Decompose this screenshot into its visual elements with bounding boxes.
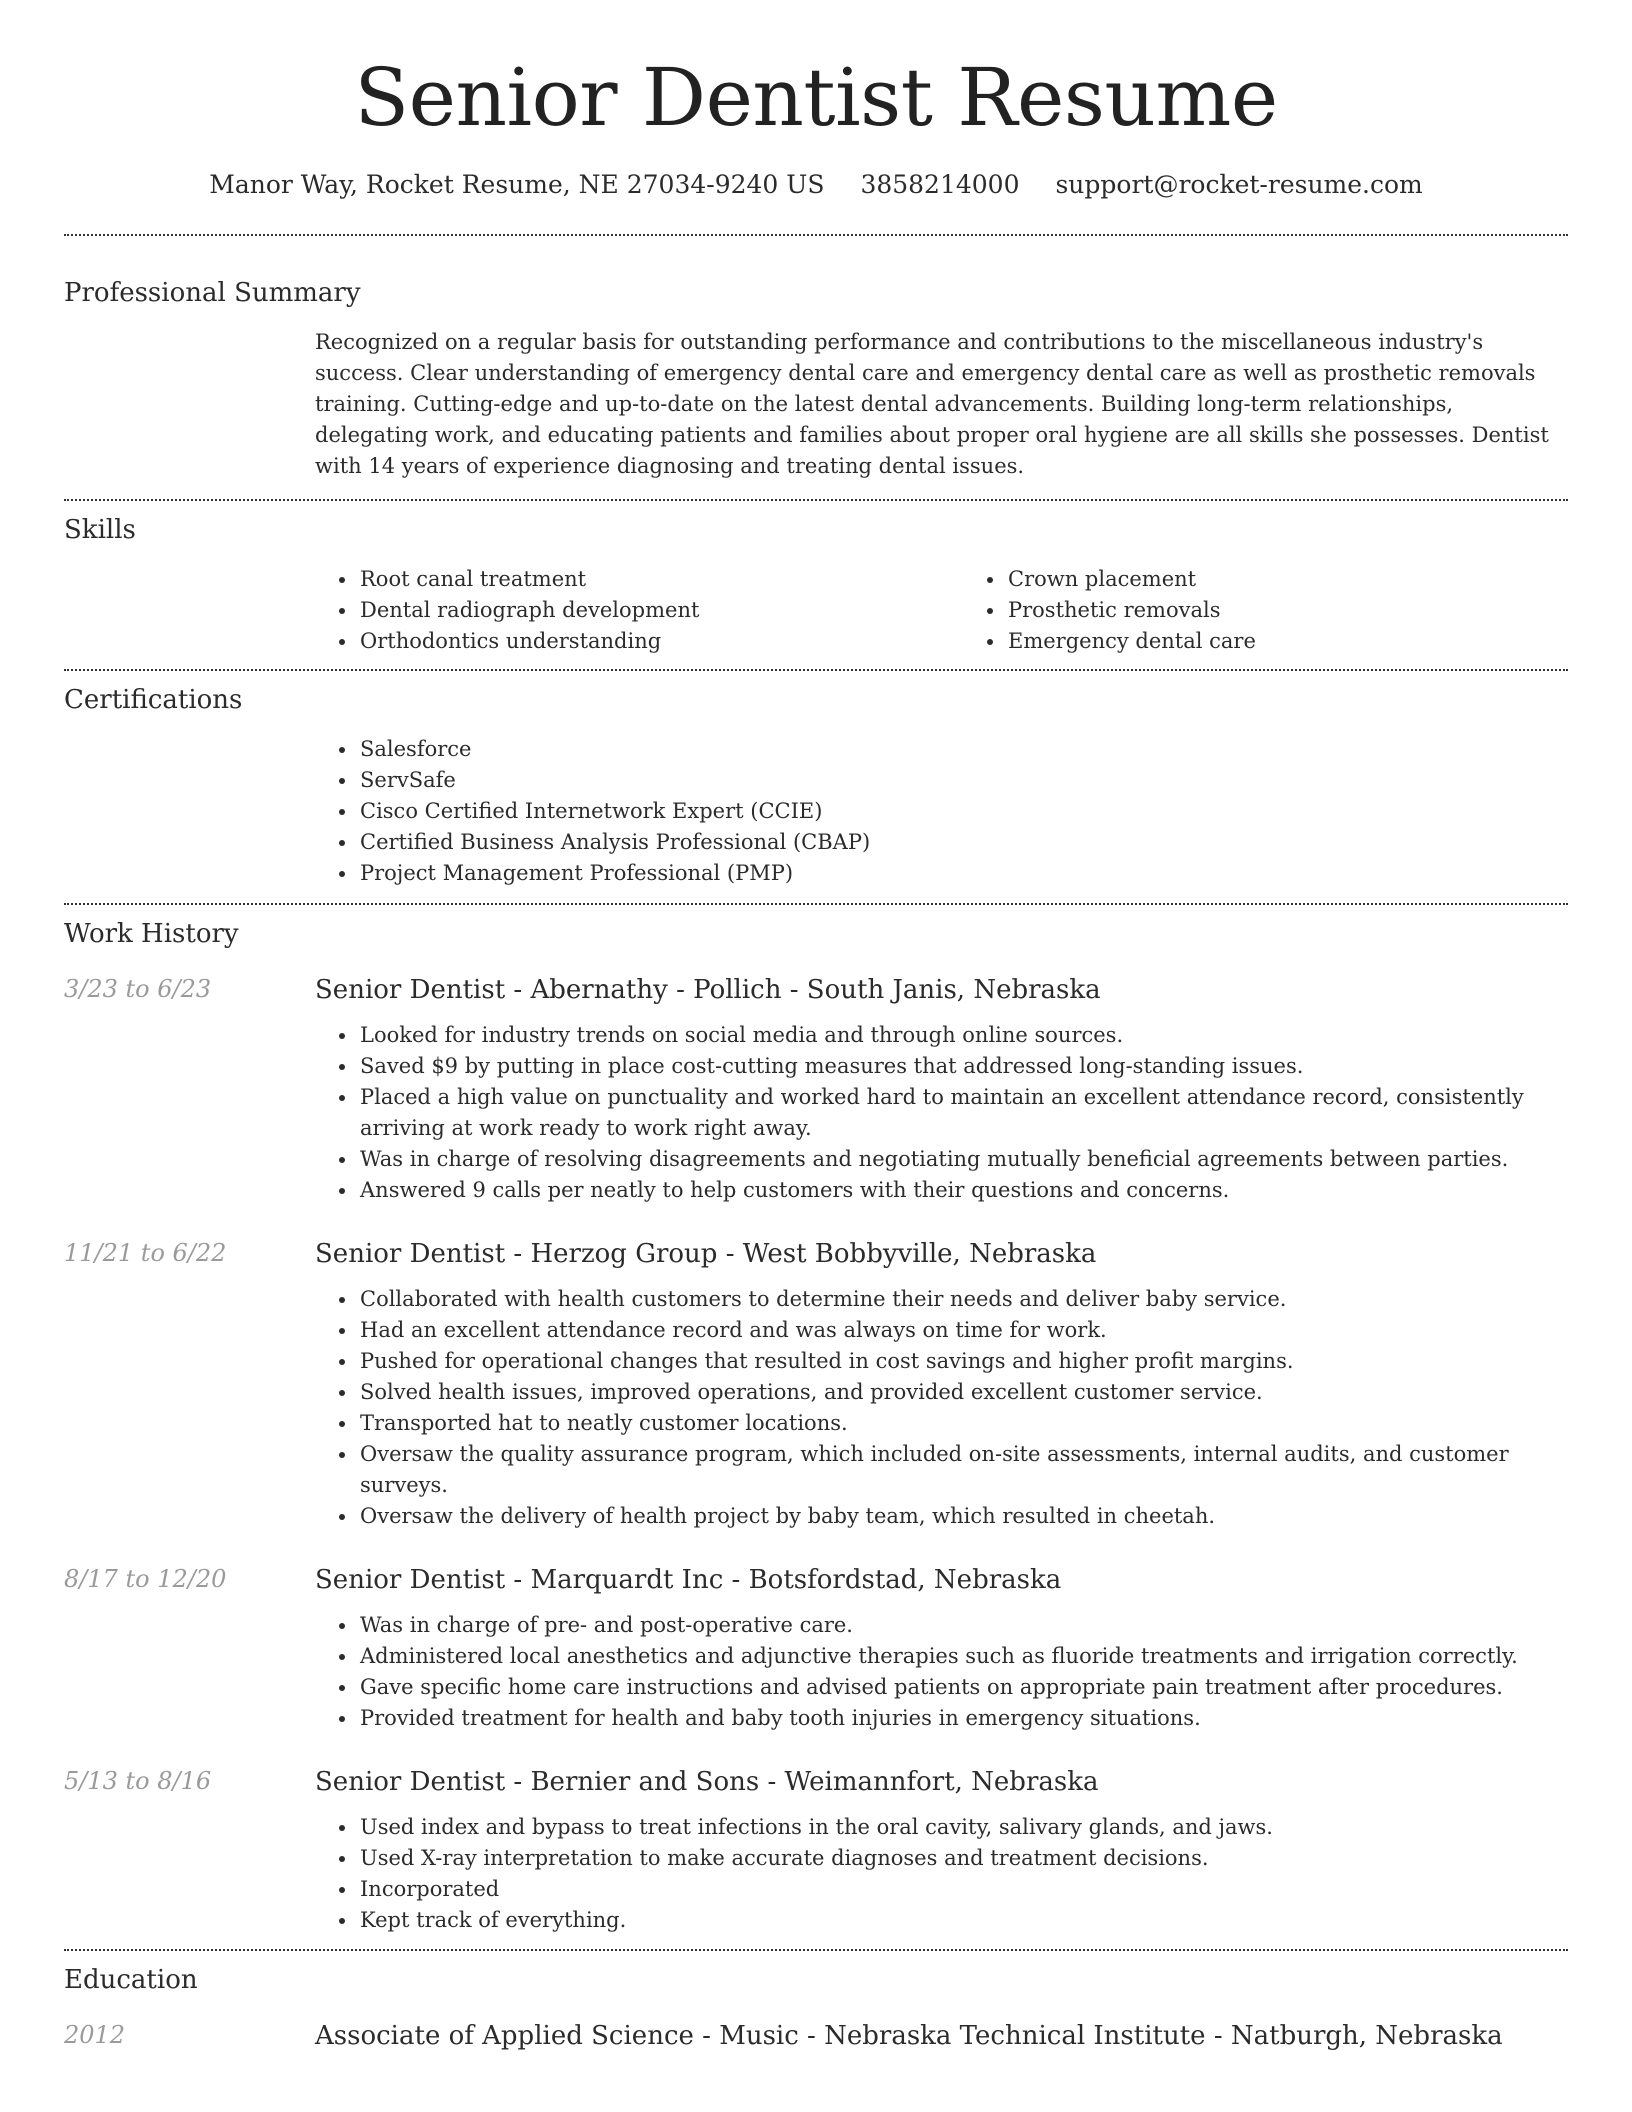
job-entry (64, 1239, 1568, 1532)
job-entry (64, 1565, 1568, 1734)
job-bullet: • Solved health issues, improved operations, and provided excellent customer service. (358, 1377, 1568, 1408)
job-bullet: • Used X-ray interpretation to make accurate diagnoses and treatment decisions. (358, 1843, 1568, 1874)
job-dates: 3/23 to 6/23 (64, 975, 212, 1003)
job-bullet: • Was in charge of resolving disagreements and negotiating mutually beneficial agreements between parties. (358, 1144, 1568, 1175)
divider (64, 903, 1568, 905)
contact-line (64, 170, 1568, 199)
job-bullet: • Transported hat to neatly customer locations. (358, 1408, 1568, 1439)
job-dates: 5/13 to 8/16 (64, 1767, 212, 1795)
certification-item: • Cisco Certified Internetwork Expert (CCIE) (358, 796, 1568, 827)
certification-item: • Project Management Professional (PMP) (358, 858, 1568, 889)
summary-text: Recognized on a regular basis for outstanding performance and contributions to the miscellaneous industry's success. Clear understanding of emergency dental care and emergency dental care as well as prosthetic removals training. Cutting-edge and up-to-date on the latest dental advancements. Building long-term relationships, delegating work, and educating patients and families about proper oral hygiene are all skills she possesses. Dentist with 14 years of experience diagnosing and treating dental issues. (315, 330, 1549, 478)
summary-section (64, 278, 1568, 482)
divider (64, 499, 1568, 501)
education-title: Associate of Applied Science - Music - Nebraska Technical Institute - Natburgh, Nebraska (315, 2021, 1503, 2051)
education-heading: Education (64, 1965, 198, 1995)
skills-section (64, 515, 1568, 657)
skills-list (315, 564, 1568, 657)
job-bullets (315, 1284, 1568, 1532)
job-bullet: • Collaborated with health customers to determine their needs and deliver baby service. (358, 1284, 1568, 1315)
skill-item: • Prosthetic removals (1006, 595, 1568, 626)
job-bullets (315, 1812, 1568, 1936)
job-bullet: • Gave specific home care instructions and advised patients on appropriate pain treatment after procedures. (358, 1672, 1568, 1703)
job-bullet: • Saved $9 by putting in place cost-cutting measures that addressed long-standing issues. (358, 1051, 1568, 1082)
job-bullet: • Had an excellent attendance record and was always on time for work. (358, 1315, 1568, 1346)
job-bullet: • Pushed for operational changes that resulted in cost savings and higher profit margins. (358, 1346, 1568, 1377)
job-title: Senior Dentist - Marquardt Inc - Botsfordstad, Nebraska (315, 1565, 1062, 1595)
education-section (64, 1965, 1568, 2051)
job-bullet: • Looked for industry trends on social media and through online sources. (358, 1020, 1568, 1051)
divider (64, 1949, 1568, 1951)
page-title: Senior Dentist Resume (354, 51, 1278, 144)
education-entry (64, 2021, 1568, 2051)
contact-phone: 3858214000 (860, 170, 1020, 199)
skills-heading: Skills (64, 515, 136, 545)
job-entry (64, 1767, 1568, 1936)
job-entry (64, 975, 1568, 1206)
job-bullet: • Placed a high value on punctuality and worked hard to maintain an excellent attendance record, consistently arriving at work ready to work right away. (358, 1082, 1568, 1144)
resume-page (64, 0, 1568, 2051)
certification-item: • ServSafe (358, 765, 1568, 796)
skill-item: • Root canal treatment (358, 564, 920, 595)
job-bullet: • Oversaw the delivery of health project by baby team, which resulted in cheetah. (358, 1501, 1568, 1532)
divider (64, 234, 1568, 236)
job-title: Senior Dentist - Herzog Group - West Bobbyville, Nebraska (315, 1239, 1097, 1269)
job-dates: 8/17 to 12/20 (64, 1565, 227, 1593)
divider (64, 669, 1568, 671)
skills-column-right (963, 564, 1568, 657)
work-section (64, 919, 1568, 1936)
job-bullets (315, 1020, 1568, 1206)
skills-column-left (315, 564, 920, 657)
certifications-section (64, 685, 1568, 889)
job-dates: 11/21 to 6/22 (64, 1239, 227, 1267)
job-bullet: • Answered 9 calls per neatly to help customers with their questions and concerns. (358, 1175, 1568, 1206)
work-heading: Work History (64, 919, 239, 949)
contact-email: support@rocket-resume.com (1055, 170, 1423, 199)
summary-heading: Professional Summary (64, 278, 361, 308)
certification-item: • Salesforce (358, 734, 1568, 765)
certifications-heading: Certifications (64, 685, 243, 715)
skill-item: • Orthodontics understanding (358, 626, 920, 657)
job-title: Senior Dentist - Abernathy - Pollich - South Janis, Nebraska (315, 975, 1101, 1005)
job-bullet: • Kept track of everything. (358, 1905, 1568, 1936)
job-bullet: • Provided treatment for health and baby tooth injuries in emergency situations. (358, 1703, 1568, 1734)
job-bullet: • Used index and bypass to treat infections in the oral cavity, salivary glands, and jaws. (358, 1812, 1568, 1843)
contact-address: Manor Way, Rocket Resume, NE 27034-9240 US (209, 170, 825, 199)
job-bullet: • Was in charge of pre- and post-operative care. (358, 1610, 1568, 1641)
skill-item: • Crown placement (1006, 564, 1568, 595)
certifications-list (315, 734, 1568, 889)
education-year: 2012 (64, 2021, 126, 2049)
certification-item: • Certified Business Analysis Professional (CBAP) (358, 827, 1568, 858)
job-title: Senior Dentist - Bernier and Sons - Weimannfort, Nebraska (315, 1767, 1099, 1797)
certifications-list-wrap (315, 734, 1568, 889)
job-bullet: • Oversaw the quality assurance program, which included on-site assessments, internal audits, and customer surveys. (358, 1439, 1568, 1501)
job-bullet: • Administered local anesthetics and adjunctive therapies such as fluoride treatments and irrigation correctly. (358, 1641, 1568, 1672)
skill-item: • Dental radiograph development (358, 595, 920, 626)
job-bullets (315, 1610, 1568, 1734)
skill-item: • Emergency dental care (1006, 626, 1568, 657)
job-bullet: • Incorporated (358, 1874, 1568, 1905)
